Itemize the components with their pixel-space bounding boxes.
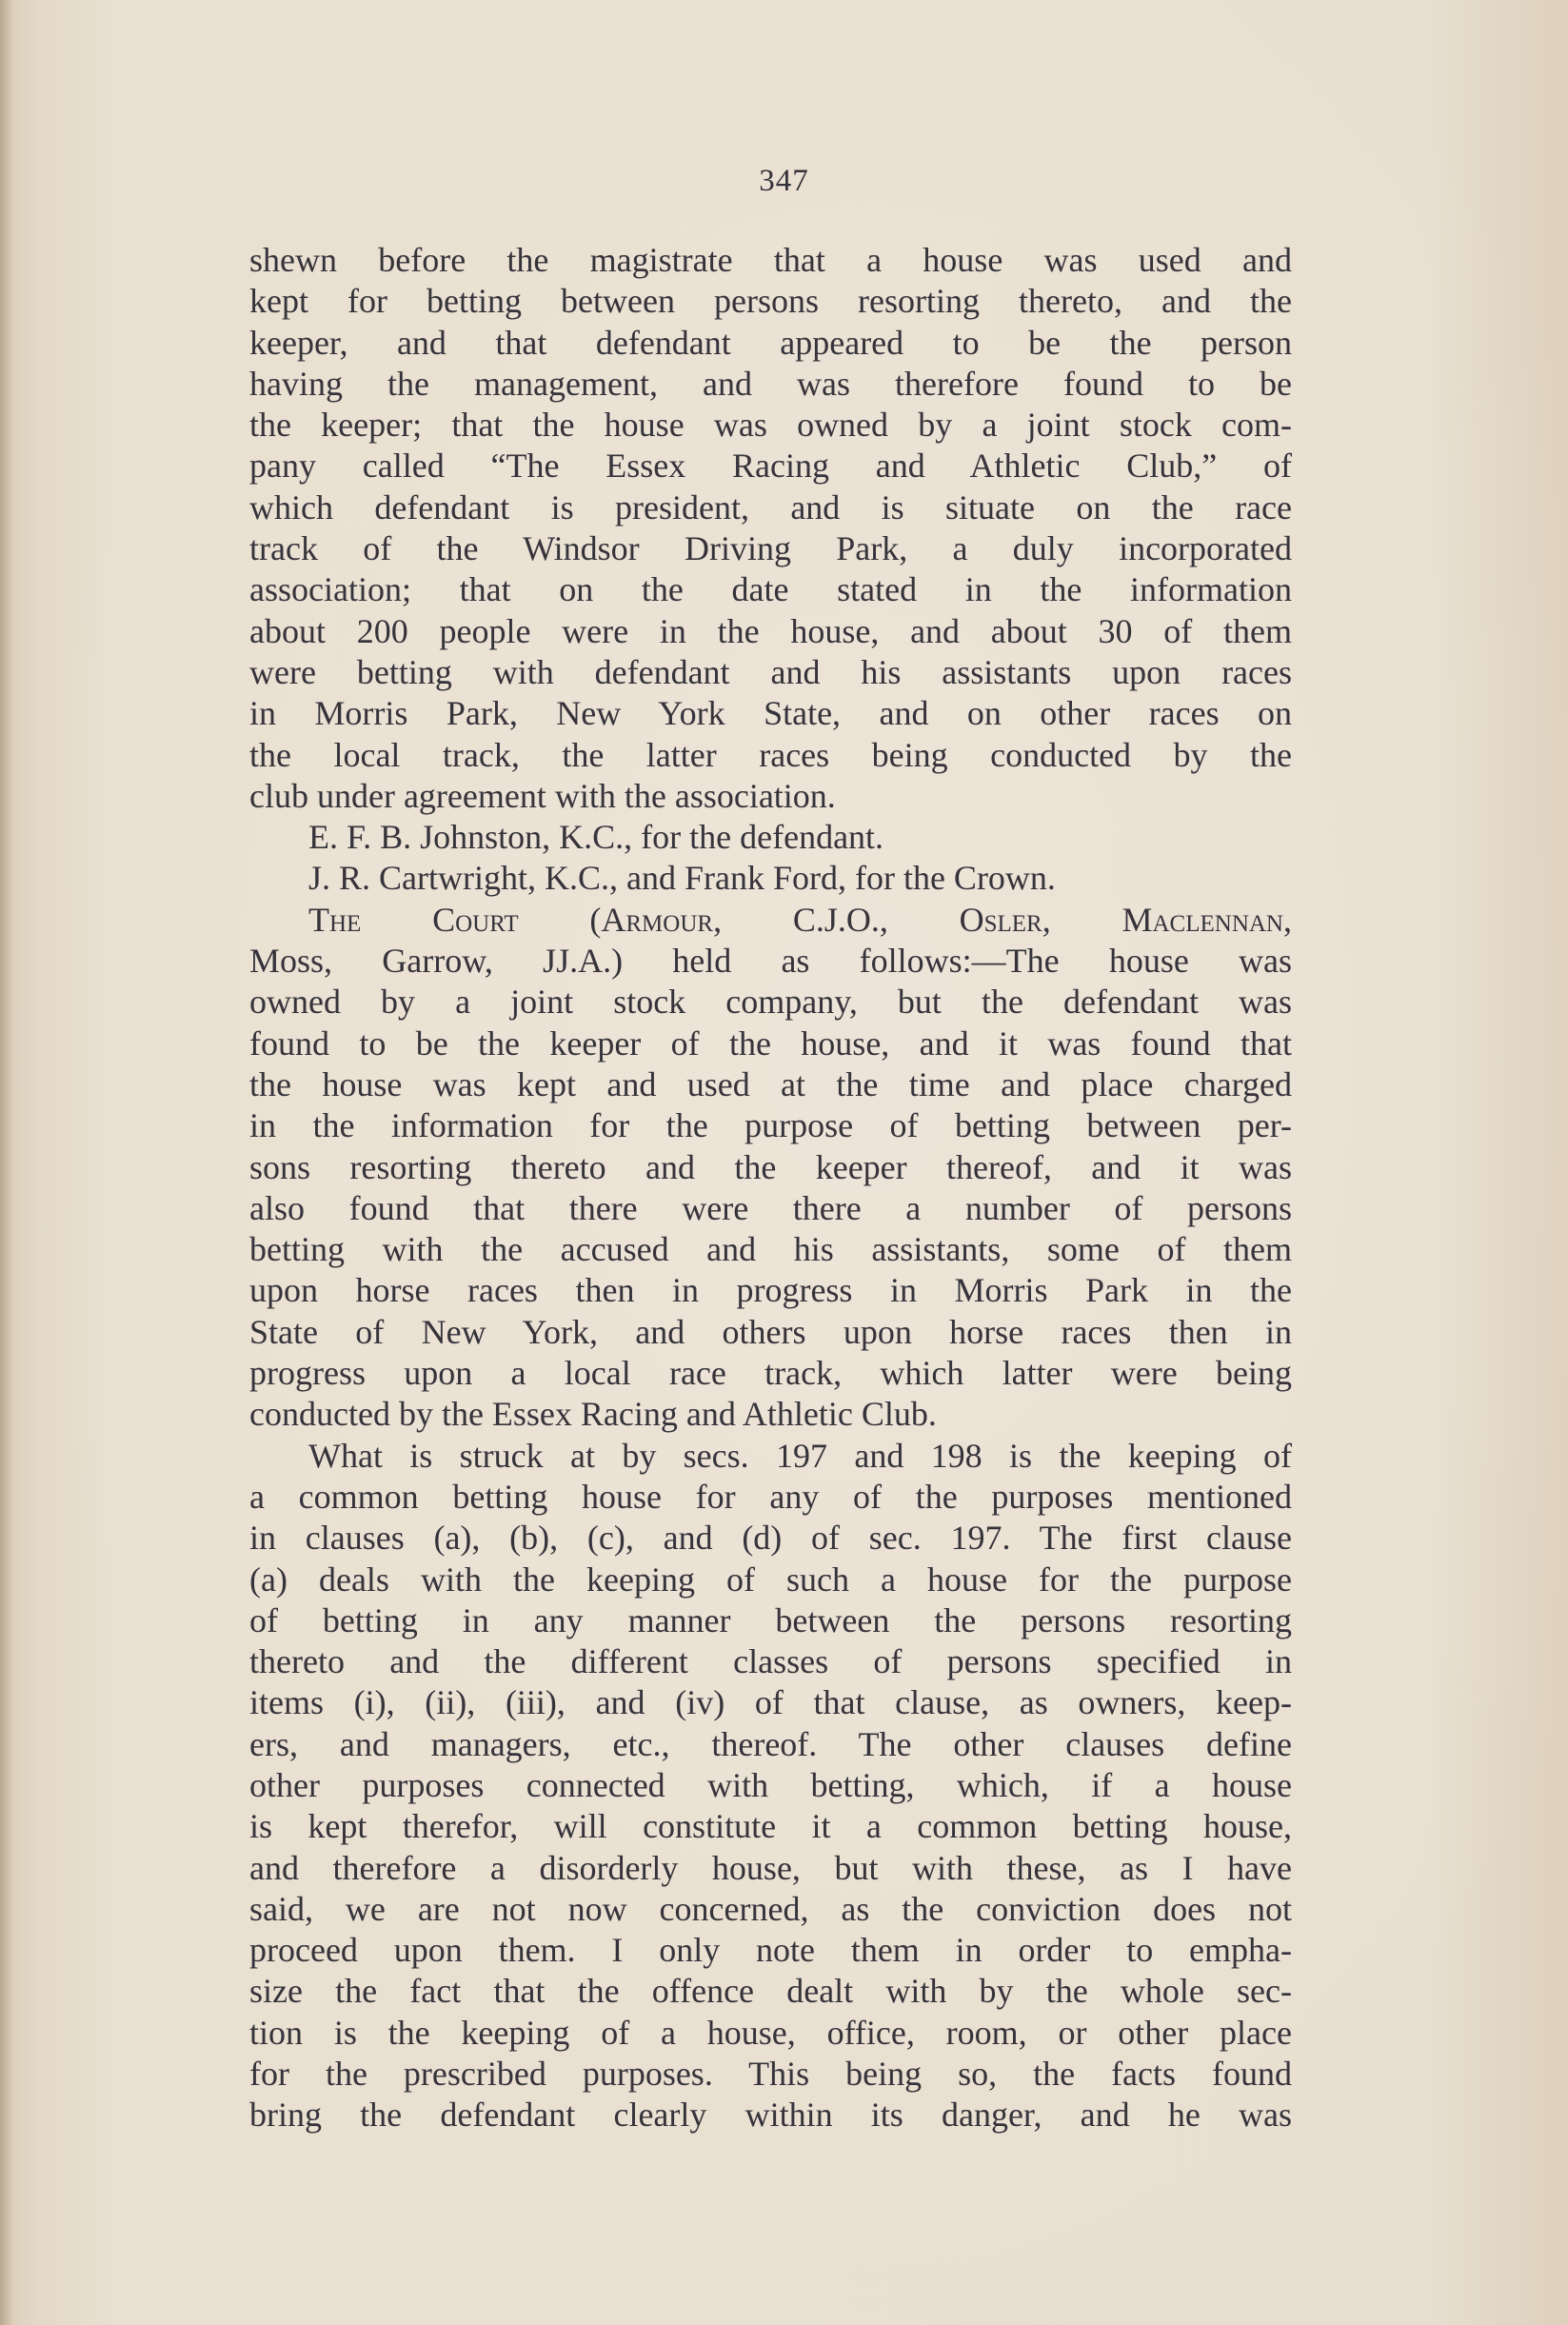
text-line: owned by a joint stock company, but the defendant was [249,983,1292,1022]
text-line: the local track, the latter races being conducted by the [249,735,1292,774]
text-line: shewn before the magistrate that a house was used and [249,241,1292,279]
text-line: in Morris Park, New York State, and on other races on [249,694,1292,733]
text-line: size the fact that the offence dealt with by the whole sec- [249,1972,1292,2011]
text-line: progress upon a local race track, which latter were being [249,1354,1292,1393]
text-line: betting with the accused and his assistants, some of them [249,1230,1292,1269]
text-line: and therefore a disorderly house, but with these, as I have [249,1848,1292,1887]
text-line: tion is the keeping of a house, office, room, or other place [249,2013,1292,2052]
text-line: keeper, and that defendant appeared to be the person [249,323,1292,362]
text-line: thereto and the different classes of persons specified in [249,1642,1292,1681]
text-line: found to be the keeper of the house, and it was found that [249,1023,1292,1063]
text-line: having the management, and was therefore found to be [249,364,1292,403]
text-line: (a) deals with the keeping of such a house for the purpose [249,1560,1292,1599]
text-line: proceed upon them. I only note them in order to empha- [249,1931,1292,1970]
text-line: the keeper; that the house was owned by a joint stock com- [249,406,1292,445]
text-line: is kept therefor, will constitute it a common betting house, [249,1807,1292,1846]
text-line: other purposes connected with betting, which, if a house [249,1765,1292,1804]
text-line: Moss, Garrow, JJ.A.) held as follows:—The house was [249,942,1292,981]
text-line: What is struck at by secs. 197 and 198 is the keeping of [308,1436,1292,1475]
text-line: pany called “The Essex Racing and Athletic Club,” of [249,447,1292,486]
paragraph-counsel-crown [249,858,1292,899]
text-line: upon horse races then in progress in Morris Park in the [249,1271,1292,1310]
text-line: a common betting house for any of the purposes mentioned [249,1477,1292,1516]
text-line: in the information for the purpose of betting between per- [249,1106,1292,1145]
text-line: track of the Windsor Driving Park, a duly incorporated [249,529,1292,568]
text-line: were betting with defendant and his assistants upon races [249,652,1292,691]
text-line: State of New York, and others upon horse races then in [249,1312,1292,1351]
body-text [249,240,1292,2136]
paragraph-counsel-defendant [249,817,1292,858]
text-line: kept for betting between persons resorting thereto, and the [249,282,1292,321]
text-line: The Court (Armour, C.J.O., Osler, Maclennan, [308,900,1292,939]
text-line: bring the defendant clearly within its danger, and he was [249,2096,1292,2135]
paragraph-analysis [249,1436,1292,2136]
text-line: items (i), (ii), (iii), and (iv) of that clause, as owners, keep- [249,1683,1292,1722]
text-line: ers, and managers, etc., thereof. The other clauses define [249,1724,1292,1763]
text-line: for the prescribed purposes. This being so, the facts found [249,2055,1292,2094]
text-line: club under agreement with the association. [249,776,836,815]
text-line: E. F. B. Johnston, K.C., for the defendant. [308,818,884,857]
paragraph-court [249,900,1292,1436]
paragraph-opening [249,240,1292,817]
text-line: also found that there were there a number of persons [249,1188,1292,1227]
text-line: association; that on the date stated in the information [249,570,1292,609]
text-line: which defendant is president, and is situate on the race [249,487,1292,527]
text-line: about 200 people were in the house, and about 30 of them [249,611,1292,650]
text-line: of betting in any manner between the persons resorting [249,1600,1292,1639]
page-binding-edge [0,0,13,2325]
text-line: J. R. Cartwright, K.C., and Frank Ford, for the Crown. [308,859,1056,898]
page-number: 347 [759,164,809,198]
text-line: the house was kept and used at the time and place charged [249,1064,1292,1103]
text-line: sons resorting thereto and the keeper thereof, and it was [249,1147,1292,1186]
text-line: said, we are not now concerned, as the conviction does not [249,1889,1292,1928]
text-line: conducted by the Essex Racing and Athletic Club. [249,1395,937,1434]
text-line: in clauses (a), (b), (c), and (d) of sec. 197. The first clause [249,1519,1292,1558]
